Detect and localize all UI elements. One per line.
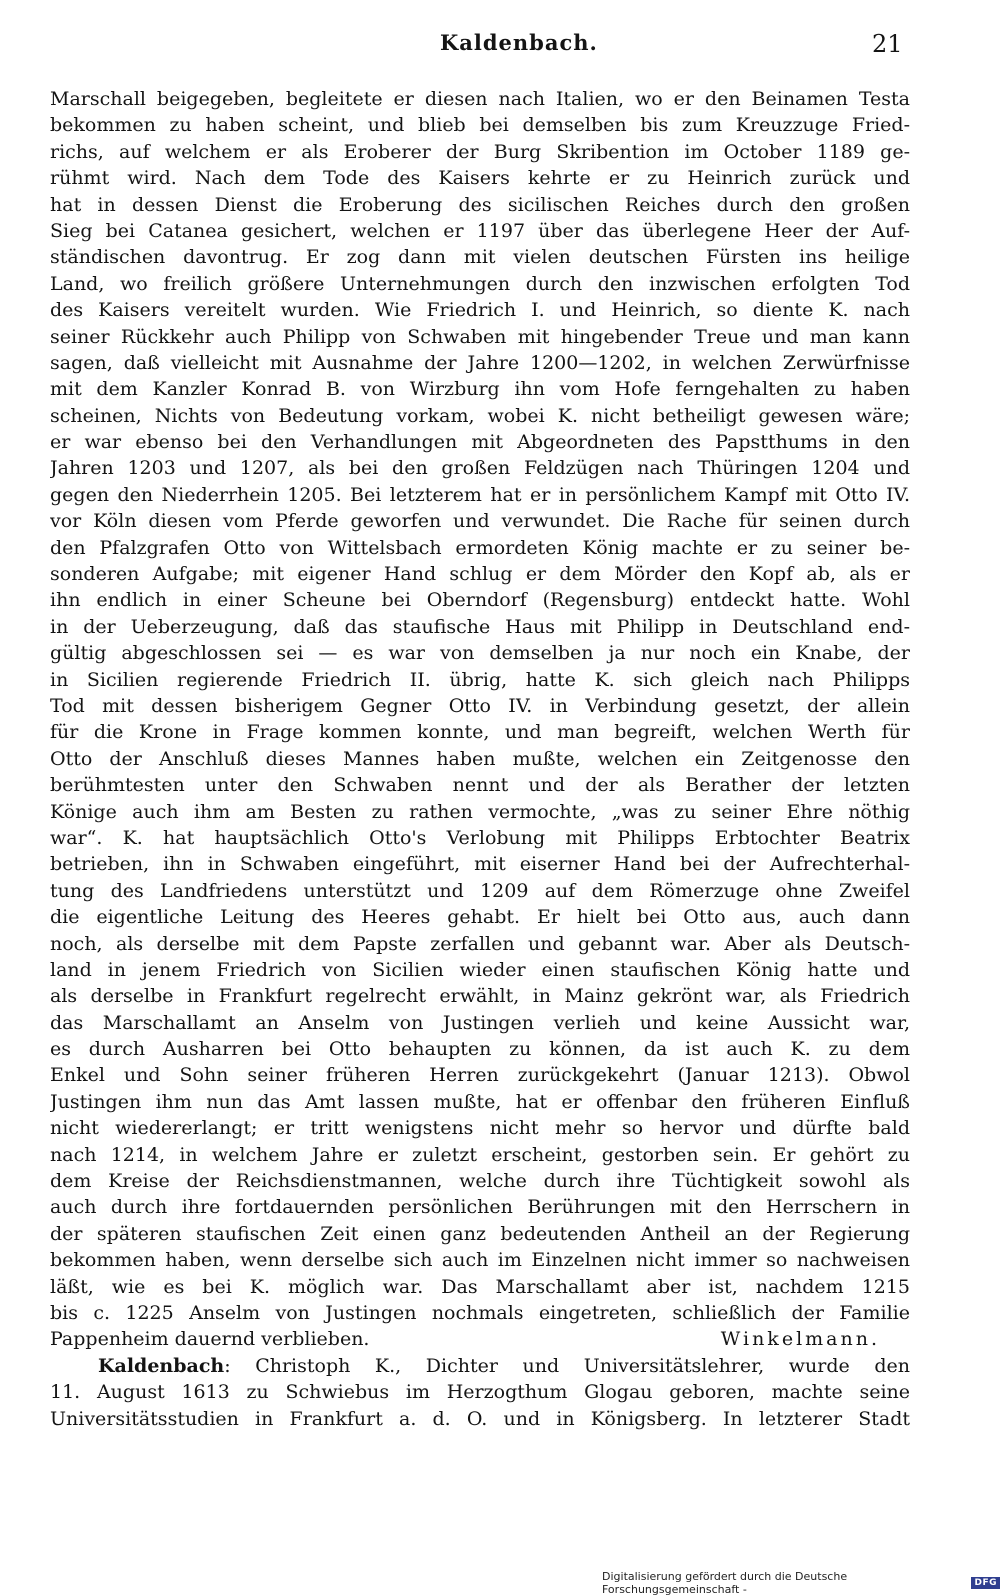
text-line: Jahren 1203 und 1207, als bei den großen Feldzügen nach Thüringen 1204 und [50, 457, 910, 480]
text-line: den Pfalzgrafen Otto von Wittelsbach ermordeten König machte er zu seiner be- [50, 536, 910, 559]
text-line: hat in dessen Dienst die Eroberung des sicilischen Reiches durch den großen [50, 193, 910, 216]
text-line: betrieben, ihn in Schwaben eingeführt, mit eiserner Hand bei der Aufrechterhal- [50, 853, 910, 876]
paragraph-winkelmann [50, 86, 910, 1326]
text-line: Justingen ihm nun das Amt lassen mußte, hat er offenbar den früheren Einfluß [50, 1090, 910, 1113]
text-line: berühmtesten unter den Schwaben nennt und der als Berather der letzten [50, 774, 910, 797]
text-line: in Sicilien regierende Friedrich II. übrig, hatte K. sich gleich nach Philipps [50, 668, 910, 691]
text-line: die eigentliche Leitung des Heeres gehabt. Er hielt bei Otto aus, auch dann [50, 906, 910, 929]
author-signature: Winkelmann. [720, 1328, 880, 1351]
entry-continuation [50, 1379, 910, 1432]
text-line: Könige auch ihm am Besten zu rathen vermochte, „was zu seiner Ehre nöthig [50, 800, 910, 823]
text-line: des Kaisers vereitelt wurden. Wie Friedrich I. und Heinrich, so diente K. nach [50, 299, 910, 322]
text-line: Universitätsstudien in Frankfurt a. d. O. und in Königsberg. In letzterer Stadt [50, 1407, 910, 1430]
closing-text: Pappenheim dauernd verblieben. [50, 1328, 370, 1351]
text-line: Enkel und Sohn seiner früheren Herren zurückgekehrt (Januar 1213). Obwol [50, 1064, 910, 1087]
text-line: noch, als derselbe mit dem Papste zerfallen und gebannt war. Aber als Deutsch- [50, 932, 910, 955]
text-line: rühmt wird. Nach dem Tode des Kaisers kehrte er zu Heinrich zurück und [50, 167, 910, 190]
text-line: Sieg bei Catanea gesichert, welchen er 1197 über das überlegene Heer der Auf- [50, 219, 910, 242]
running-head: Kaldenbach. [440, 30, 598, 55]
text-line: sagen, daß vielleicht mit Ausnahme der Jahre 1200—1202, in welchen Zerwürfnisse [50, 351, 910, 374]
text-line: bis c. 1225 Anselm von Justingen nochmals eingetreten, schließlich der Familie [50, 1301, 910, 1324]
text-line: gegen den Niederrhein 1205. Bei letzterem hat er in persönlichem Kampf mit Otto IV. [50, 483, 910, 506]
entry-headword: Kaldenbach [98, 1354, 225, 1377]
text-line: sonderen Aufgabe; mit eigener Hand schlug er dem Mörder den Kopf ab, als er [50, 563, 910, 586]
text-line: ihn endlich in einer Scheune bei Oberndorf (Regensburg) entdeckt hatte. Wohl [50, 589, 910, 612]
text-line: für die Krone in Frage kommen konnte, und man begreift, welchen Werth für [50, 721, 910, 744]
text-line: gültig abgeschlossen sei — es war von demselben ja nur noch ein Knabe, der [50, 642, 910, 665]
text-line: land in jenem Friedrich von Sicilien wieder einen staufischen König hatte und [50, 958, 910, 981]
entry-first-line [50, 1353, 910, 1379]
text-line: es durch Ausharren bei Otto behaupten zu können, da ist auch K. zu dem [50, 1038, 910, 1061]
text-line: nach 1214, in welchem Jahre er zuletzt erscheint, gestorben sein. Er gehört zu [50, 1143, 910, 1166]
text-line: dem Kreise der Reichsdienstmannen, welche durch ihre Tüchtigkeit sowohl als [50, 1170, 910, 1193]
text-line: läßt, wie es bei K. möglich war. Das Marschallamt aber ist, nachdem 1215 [50, 1275, 910, 1298]
text-line: das Marschallamt an Anselm von Justingen verlieh und keine Aussicht war, [50, 1011, 910, 1034]
text-line: Tod mit dessen bisherigem Gegner Otto IV. in Verbindung gesetzt, der allein [50, 694, 910, 717]
text-line: scheinen, Nichts von Bedeutung vorkam, wobei K. nicht betheiligt gewesen wäre; [50, 404, 910, 427]
text-line: er war ebenso bei den Verhandlungen mit Abgeordneten des Papstthums in den [50, 431, 910, 454]
entry-first-line-text: : Christoph K., Dichter und Universitätslehrer, wurde den [224, 1354, 910, 1377]
text-line: auch durch ihre fortdauernden persönlichen Berührungen mit den Herrschern in [50, 1196, 910, 1219]
text-line: bekommen haben, wenn derselbe sich auch im Einzelnen nicht immer so nachweisen [50, 1249, 910, 1272]
page-number: 21 [872, 30, 903, 58]
footer-credit: Digitalisierung gefördert durch die Deutsche Forschungsgemeinschaft - [602, 1570, 848, 1596]
text-line: Marschall beigegeben, begleitete er diesen nach Italien, wo er den Beinamen Testa [50, 88, 910, 110]
text-line: war“. K. hat hauptsächlich Otto's Verlobung mit Philipps Erbtochter Beatrix [50, 826, 910, 849]
text-line: seiner Rückkehr auch Philipp von Schwaben mit hingebender Treue und man kann [50, 325, 910, 348]
text-line: tung des Landfriedens unterstützt und 1209 auf dem Römerzuge ohne Zweifel [50, 879, 910, 902]
text-line: der späteren staufischen Zeit einen ganz bedeutenden Antheil an der Regierung [50, 1222, 910, 1245]
text-line: ständischen davontrug. Er zog dann mit vielen deutschen Fürsten ins heilige [50, 246, 910, 269]
body-text [50, 86, 910, 1432]
text-line: in der Ueberzeugung, daß das staufische Haus mit Philipp in Deutschland end- [50, 615, 910, 638]
text-line: mit dem Kanzler Konrad B. von Wirzburg ihn vom Hofe ferngehalten zu haben [50, 378, 910, 401]
footer [602, 1570, 1000, 1596]
text-line: richs, auf welchem er als Eroberer der Burg Skribention im October 1189 ge- [50, 140, 910, 163]
text-line: vor Köln diesen vom Pferde geworfen und verwundet. Die Rache für seinen durch [50, 510, 910, 533]
text-line: bekommen zu haben scheint, und blieb bei demselben bis zum Kreuzzuge Fried- [50, 114, 910, 137]
closing-line [50, 1326, 910, 1352]
text-line: Land, wo freilich größere Unternehmungen durch den inzwischen erfolgten Tod [50, 272, 910, 295]
text-line: Otto der Anschluß dieses Mannes haben mußte, welchen ein Zeitgenosse den [50, 747, 910, 770]
text-line: 11. August 1613 zu Schwiebus im Herzogthum Glogau geboren, machte seine [50, 1381, 910, 1404]
text-line: nicht wiedererlangt; er tritt wenigstens nicht mehr so hervor und dürfte bald [50, 1117, 910, 1140]
dfg-logo-icon: DFG [971, 1577, 1000, 1589]
text-line: als derselbe in Frankfurt regelrecht erwählt, in Mainz gekrönt war, als Friedrich [50, 985, 910, 1008]
